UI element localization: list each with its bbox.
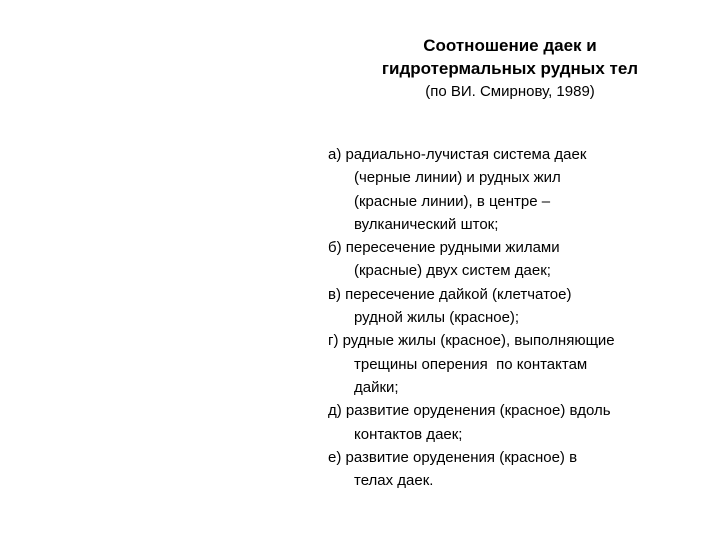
list-item-line: в) пересечение дайкой (клетчатое): [328, 285, 572, 303]
caption-list: [328, 143, 698, 492]
list-item-v: [328, 283, 698, 330]
list-item-b: [328, 236, 698, 283]
list-item-line: г) рудные жилы (красное), выполняющие: [328, 332, 615, 350]
list-item-g: [328, 329, 698, 399]
list-item-d: [328, 399, 698, 446]
list-item-line: а) радиально-лучистая система даек: [328, 146, 587, 163]
list-item-line: дайки;: [354, 378, 399, 396]
list-item-line: (черные линии) и рудных жил: [354, 169, 561, 187]
list-item-line: трещины оперения по контактам: [354, 355, 588, 373]
list-item-line: рудной жилы (красное);: [354, 309, 520, 327]
list-item-line: д) развитие оруденения (красное) вдоль: [328, 402, 611, 420]
list-item-line: (красные линии), в центре –: [354, 192, 551, 210]
slide-subtitle: (по ВИ. Смирнову, 1989): [425, 83, 595, 100]
list-item-a: [328, 143, 698, 236]
list-item-line: (красные) двух систем даек;: [354, 262, 551, 280]
list-item-line: телах даек.: [354, 472, 434, 490]
slide-title: [340, 34, 680, 80]
title-line-1: Соотношение даек и: [423, 36, 597, 55]
list-item-line: е) развитие оруденения (красное) в: [328, 448, 578, 466]
list-item-line: контактов даек;: [354, 425, 463, 443]
list-item-line: вулканический шток;: [354, 215, 499, 233]
title-line-2: гидротермальных рудных тел: [381, 59, 639, 78]
list-item-e: [328, 446, 698, 493]
list-item-line: б) пересечение рудными жилами: [328, 239, 560, 257]
